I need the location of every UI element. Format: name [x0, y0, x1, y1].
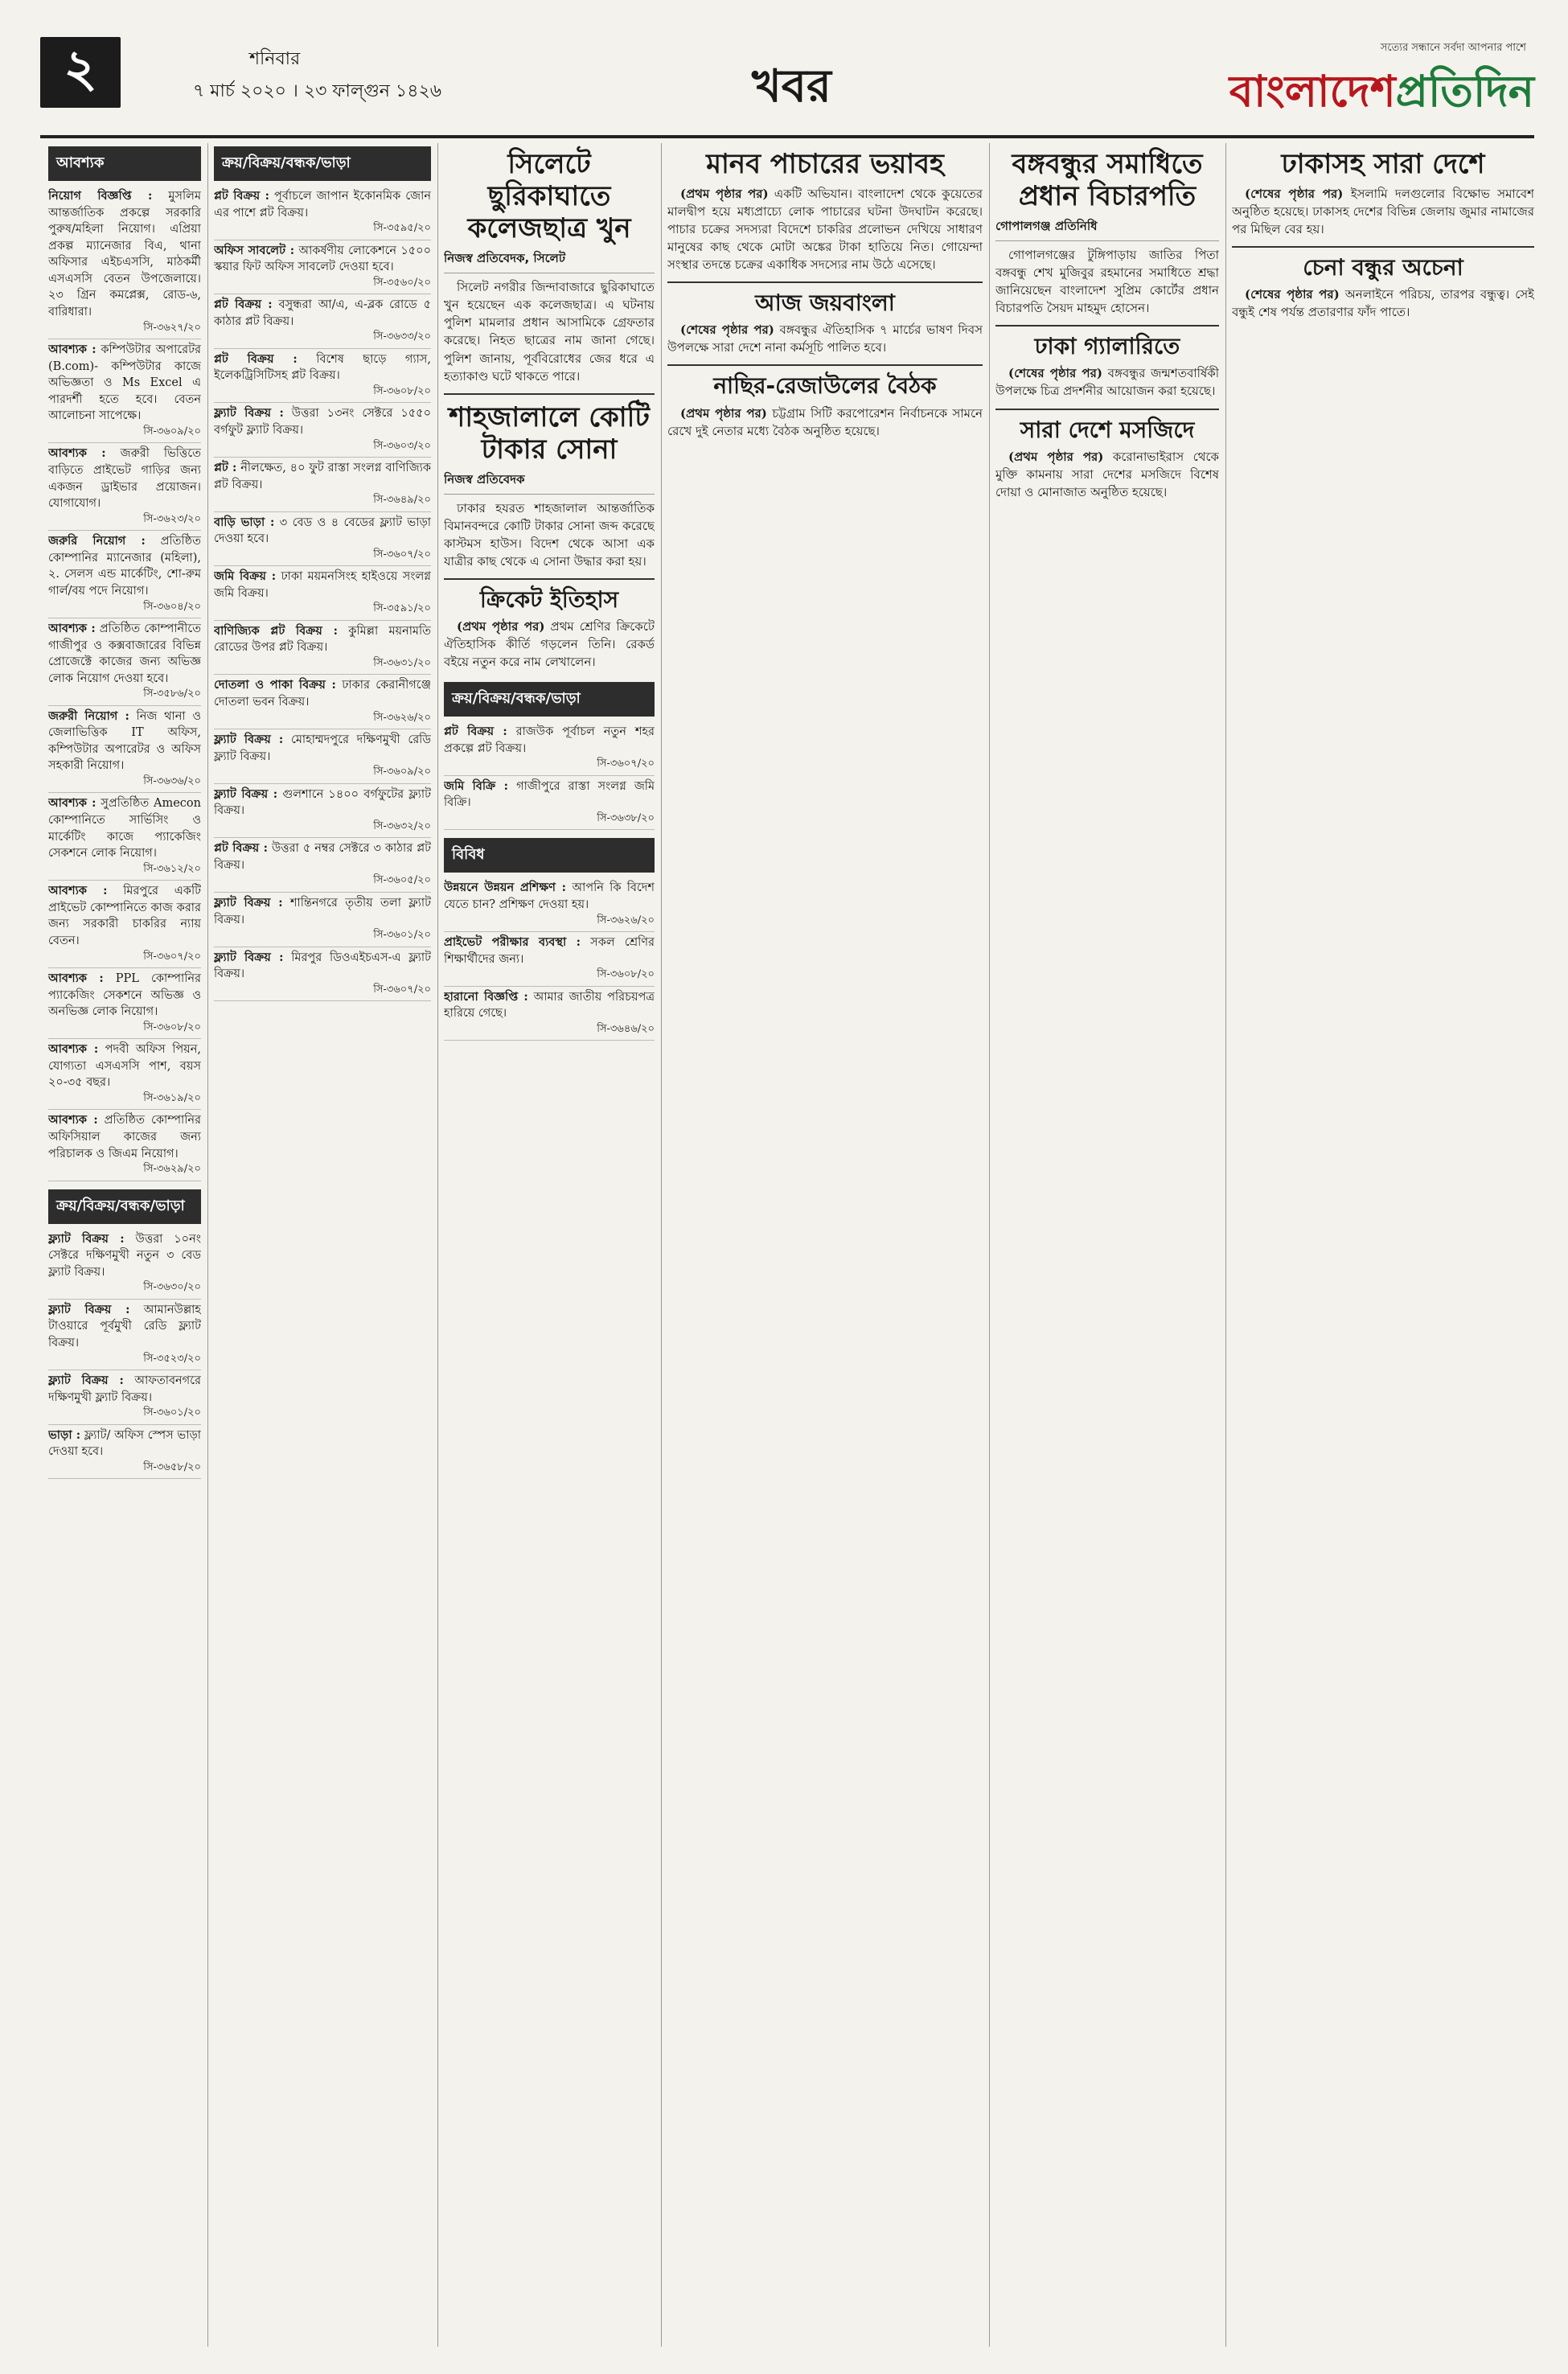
ad-keyword: আবশ্যক : [48, 343, 96, 357]
story-sylhet [444, 148, 655, 385]
ad-text: রাজউক পূর্বাচল নতুন শহর প্রকল্পে প্লট বিক্রয়। [444, 725, 655, 755]
classified-ad [214, 675, 431, 729]
ad-code: সি-৩৬০৭/২০ [143, 950, 201, 963]
ad-keyword: ফ্ল্যাট বিক্রয় : [214, 895, 283, 910]
logo-wordmark [1229, 58, 1534, 130]
continued-tag: (প্রথম পৃষ্ঠার পর) [457, 619, 545, 635]
story-body [444, 499, 655, 570]
ad-code: সি-৩৬৩৮/২০ [597, 811, 655, 824]
issue-date: ৭ মার্চ ২০২০ । ২৩ ফাল্গুন ১৪২৬ [193, 81, 442, 101]
story-divider [667, 281, 983, 283]
ad-code: সি-৩৬৩০/২০ [143, 1281, 201, 1294]
classified-ad [214, 838, 431, 893]
ad-keyword: প্লট বিক্রয় : [214, 351, 298, 366]
ad-text: গুলশানে ১৪০০ বর্গফুটের ফ্ল্যাট বিক্রয়। [214, 787, 431, 818]
ad-code: সি-৩৬৪৯/২০ [373, 494, 431, 507]
ad-text: ফ্ল্যাট/ অফিস স্পেস ভাড়া দেওয়া হবে। [48, 1428, 201, 1459]
ad-text: আফতাবনগরে দক্ষিণমুখী ফ্ল্যাট বিক্রয়। [48, 1374, 201, 1404]
paragraph [995, 364, 1219, 400]
classified-ad [214, 294, 431, 349]
column-divider [207, 143, 208, 2347]
ad-code: সি-৩৫২৩/২০ [143, 1352, 201, 1365]
ad-keyword: ফ্ল্যাট বিক্রয় : [214, 733, 284, 747]
ad-keyword: আবশ্যক : [48, 971, 104, 986]
classified-ad [48, 1039, 201, 1110]
category-header: ক্রয়/বিক্রয়/বন্ধক/ভাড়া [214, 146, 431, 181]
story-cricket [444, 586, 655, 671]
ad-code: সি-৩৬০৭/২০ [597, 758, 655, 770]
classified-ad [48, 968, 201, 1039]
ad-keyword: দোতলা ও পাকা বিক্রয় : [214, 678, 336, 692]
ad-keyword: ফ্ল্যাট বিক্রয় : [48, 1373, 124, 1387]
news-column-6 [995, 143, 1219, 2347]
continued-tag: (শেষের পৃষ্ঠার পর) [1245, 287, 1340, 302]
classified-ad [444, 987, 655, 1041]
continued-tag: (প্রথম পৃষ্ঠার পর) [1008, 449, 1104, 464]
story-bangabandhu [995, 148, 1219, 317]
ad-code: সি-৩৬২৩/২০ [143, 512, 201, 525]
category-header: ক্রয়/বিক্রয়/বন্ধক/ভাড়া [48, 1189, 201, 1224]
story-body [444, 618, 655, 671]
story-divider [995, 325, 1219, 327]
story-body [667, 185, 983, 273]
logo-tagline: সত্যের সন্ধানে সর্বদা আপনার পাশে [1380, 42, 1526, 54]
ad-text: উত্তরা ৫ নম্বর সেক্টরে ৩ কাঠার প্লট বিক্রয়। [214, 842, 431, 872]
classified-ad [214, 729, 431, 784]
story-chena [1232, 254, 1534, 321]
story-gold [444, 401, 655, 570]
classified-ad [214, 186, 431, 240]
headline: বঙ্গবন্ধুর সমাধিতে প্রধান বিচারপতি [1012, 148, 1203, 213]
ad-text: কুমিল্লা ময়নামতি রোডের উপর প্লট বিক্রয়। [214, 624, 431, 655]
ad-text: প্রতিষ্ঠিত কোম্পানীতে গাজীপুর ও কক্সবাজারের বিভিন্ন প্রোজেক্টে কাজের জন্য অভিজ্ঞ লোক নিয়োগ দেওয়া হবে। [48, 622, 201, 685]
ad-code: সি-৩৬১২/২০ [143, 862, 201, 875]
ad-code: সি-৩৬০৯/২০ [143, 425, 201, 437]
ad-code: সি-৩৬২৬/২০ [373, 711, 431, 724]
classified-ad [444, 932, 655, 987]
column-divider [661, 143, 662, 2347]
classifieds-column-2 [214, 143, 431, 2347]
ad-code: সি-৩৬০৮/২০ [143, 1021, 201, 1033]
logo-part-1: বাংলাদেশ [1229, 66, 1396, 117]
ad-keyword: জমি বিক্রি : [444, 778, 508, 793]
ad-keyword: নিয়োগ বিজ্ঞপ্তি : [48, 189, 153, 203]
classified-ad [48, 793, 201, 881]
classified-ad [444, 877, 655, 932]
story-body [995, 364, 1219, 400]
classified-ad [48, 186, 201, 339]
ad-keyword: ফ্ল্যাট বিক্রয় : [48, 1231, 125, 1246]
story-divider [1232, 246, 1534, 248]
story-text: করোনাভাইরাস থেকে মুক্তি কামনায় সারা দেশের মসজিদে বিশেষ দোয়া ও মোনাজাত অনুষ্ঠিত হয়েছে। [995, 449, 1219, 499]
news-column-3 [444, 143, 655, 2347]
ad-text: মোহাম্মদপুরে দক্ষিণমুখী রেডি ফ্ল্যাট বিক্রয়। [214, 733, 431, 763]
ad-text: কম্পিউটার অপারেটর (B.com)- কম্পিউটার কাজে অভিজ্ঞতা ও Ms Excel এ পারদর্শী হতে হবে। বেতন আলোচনা সাপেক্ষে। [48, 343, 201, 423]
story-divider [667, 364, 983, 366]
ad-code: সি-৩৬৩৬/২০ [143, 775, 201, 788]
news-column-7 [1232, 143, 1534, 2347]
story-divider [444, 578, 655, 580]
classified-ad [214, 403, 431, 458]
classified-ad [214, 947, 431, 1002]
byline: নিজস্ব প্রতিবেদক, সিলেট [444, 249, 655, 273]
ad-code: সি-৩৬২৬/২০ [597, 914, 655, 926]
story-body [667, 321, 983, 356]
story-text: ইসলামি দলগুলোর বিক্ষোভ সমাবেশ অনুষ্ঠিত হয়েছে। ঢাকাসহ দেশের বিভিন্ন জেলায় জুমার নামাজের পর মিছিল বের হয়। [1232, 187, 1534, 237]
category-header: বিবিধ [444, 838, 655, 873]
news-column-4 [667, 143, 983, 2347]
headline: সিলেটে ছুরিকাঘাতে কলেজছাত্র খুন [467, 148, 631, 245]
ad-keyword: জমি বিক্রয় : [214, 569, 277, 584]
ad-text: ঢাকা ময়মনসিংহ হাইওয়ে সংলগ্ন জমি বিক্রয়। [214, 570, 431, 600]
ad-keyword: উন্নয়নে উন্নয়ন প্রশিক্ষণ : [444, 881, 566, 895]
ad-keyword: প্লট বিক্রয় : [214, 841, 268, 856]
column-divider [1225, 143, 1226, 2347]
paragraph: ঢাকার হযরত শাহজালাল আন্তর্জাতিক বিমানবন্দরে কোটি টাকার সোনা জব্দ করেছে কাস্টমস হাউস। বিদেশ থেকে আসা এক যাত্রীর কাছ থেকে এ সোনা উদ্ধার করা হয়। [444, 500, 655, 569]
ad-keyword: ফ্ল্যাট বিক্রয় : [214, 950, 284, 964]
ad-keyword: প্রাইভেট পরীক্ষার ব্যবস্থা : [444, 935, 581, 950]
ad-keyword: ফ্ল্যাট বিক্রয় : [214, 787, 278, 801]
newspaper-logo [1197, 37, 1534, 117]
ad-text: আমানউল্লাহ টাওয়ারে পূর্বমুখী রেডি ফ্ল্যাট বিক্রয়। [48, 1303, 201, 1349]
story-nachir [667, 372, 983, 439]
ad-code: সি-৩৬৫৮/২০ [143, 1460, 201, 1473]
classified-ad [48, 1110, 201, 1181]
classified-ad [214, 893, 431, 947]
ad-code: সি-৩৬৪৬/২০ [597, 1022, 655, 1035]
ad-text: আকর্ষণীয় লোকেশনে ১৫০০ স্কয়ার ফিট অফিস সাবলেট দেওয়া হবে। [214, 244, 431, 274]
ad-keyword: প্লট : [214, 461, 237, 475]
column-divider [437, 143, 438, 2347]
paragraph [667, 405, 983, 440]
headline: নাছির-রেজাউলের বৈঠক [713, 372, 937, 400]
category-header: আবশ্যক [48, 146, 201, 181]
paragraph: গোপালগঞ্জের টুঙ্গিপাড়ায় জাতির পিতা বঙ্গবন্ধু শেখ মুজিবুর রহমানের সমাধিতে শ্রদ্ধা জানিয়েছেন বাংলাদেশ সুপ্রিম কোর্টের প্রধান বিচারপতি সৈয়দ মাহমুদ হোসেন। [995, 248, 1219, 316]
ad-text: বিশেষ ছাড়ে গ্যাস, ইলেকট্রিসিটিসহ প্লট বিক্রয়। [214, 352, 431, 383]
paragraph [995, 448, 1219, 501]
ad-code: সি-৩৬০৪/২০ [143, 600, 201, 613]
ad-code: সি-৩৫৯১/২০ [373, 602, 431, 615]
ad-text: সকল শ্রেণির শিক্ষার্থীদের জন্য। [444, 936, 655, 966]
headline: ক্রিকেট ইতিহাস [479, 586, 619, 614]
ad-code: সি-৩৬০৭/২০ [373, 983, 431, 996]
ad-text: প্রতিষ্ঠিত কোম্পানির ম্যানেজার (মহিলা), ২. সেলস এন্ড মার্কেটিং, শো-রুম গার্ল/বয় পদে নিয়োগ। [48, 535, 201, 598]
masthead-rule [40, 135, 1534, 138]
paragraph [667, 321, 983, 356]
continued-tag: (শেষের পৃষ্ঠার পর) [1245, 187, 1344, 202]
byline: গোপালগঞ্জ প্রতিনিধি [995, 217, 1219, 241]
headline: সারা দেশে মসজিদে [1020, 416, 1195, 443]
story-text: বঙ্গবন্ধুর ঐতিহাসিক ৭ মার্চের ভাষণ দিবস উপলক্ষে সারা দেশে নানা কর্মসূচি পালিত হবে। [667, 322, 983, 355]
ad-text: নীলক্ষেত, ৪০ ফুট রাস্তা সংলগ্ন বাণিজ্যিক প্লট বিক্রয়। [214, 462, 431, 491]
ad-code: সি-৩৫৬০/২০ [373, 276, 431, 289]
ad-code: সি-৩৬০৩/২০ [373, 439, 431, 452]
headline: মানব পাচারের ভয়াবহ [706, 148, 944, 180]
ad-keyword: আবশ্যক : [48, 796, 96, 811]
headline: আজ জয়বাংলা [755, 290, 895, 317]
classified-ad [214, 566, 431, 621]
ad-keyword: ফ্ল্যাট বিক্রয় : [214, 406, 284, 421]
story-text: বঙ্গবন্ধুর জন্মশতবার্ষিকী উপলক্ষে চিত্র প্রদর্শনীর আয়োজন করা হয়েছে। [995, 366, 1219, 399]
ad-keyword: আবশ্যক : [48, 621, 96, 635]
ad-keyword: প্লট বিক্রয় : [214, 189, 269, 203]
paragraph [444, 618, 655, 671]
classified-ad [214, 458, 431, 512]
ad-keyword: আবশ্যক : [48, 1113, 98, 1127]
ad-text: উত্তরা ১০নং সেক্টরে দক্ষিণমুখী নতুন ৩ বেড ফ্ল্যাট বিক্রয়। [48, 1232, 201, 1279]
story-body [1232, 285, 1534, 321]
masthead [40, 37, 1534, 133]
ad-code: সি-৩৫৯৫/২০ [373, 222, 431, 235]
paragraph [1232, 285, 1534, 321]
ad-keyword: প্লট বিক্রয় : [214, 298, 273, 312]
classified-ad [48, 618, 201, 706]
classified-ad [214, 240, 431, 295]
ad-text: ৩ বেড ও ৪ বেডের ফ্ল্যাট ভাড়া দেওয়া হবে। [214, 515, 431, 546]
story-text: একটি অভিযান। বাংলাদেশ থেকে কুয়েতের মালদ্বীপ হয়ে মধ্যপ্রাচ্যে লোক পাচারের ঘটনা উদঘাটন করেছে। পাচার চক্রের সদস্যরা বিদেশে চাকরির প্রলোভন দেখিয়ে সাধারণ মানুষের কাছ থেকে মোটা অঙ্কের টাকা হাতিয়ে নিত। গোয়েন্দা সংস্থার তদন্তে চক্রের একাধিক সদস্যের নাম উঠে এসেছে। [667, 187, 983, 273]
ad-text: উত্তরা ১৩নং সেক্টরে ১৫৫০ বর্গফুট ফ্ল্যাট বিক্রয়। [214, 407, 431, 437]
classified-ad [444, 721, 655, 776]
ad-code: সি-৩৬৩১/২০ [373, 657, 431, 670]
page-number: ২ [40, 37, 121, 108]
headline: শাহজালালে কোটি টাকার সোনা [449, 400, 650, 466]
ad-text: PPL কোম্পানির প্যাকেজিং সেকশনে অভিজ্ঞ ও অনভিজ্ঞ লোক নিয়োগ। [48, 972, 201, 1019]
ad-keyword: আবশ্যক : [48, 884, 108, 898]
continued-tag: (প্রথম পৃষ্ঠার পর) [680, 405, 767, 421]
ad-text: মুসলিম আন্তর্জাতিক প্রকল্পে সরকারি পুরুষ/মহিলা নিয়োগ। এপ্রিয়া প্রকল্প ম্যানেজার বিএ, থানা অফিসার এইচএসসি, মাঠকর্মী এসএসসি বেতন উপজেলায়ে। ২৩ গ্রিন কমপ্লেক্স, রোড-৬, বারিধারা। [48, 190, 201, 319]
ad-text: আপনি কি বিদেশ যেতে চান? প্রশিক্ষণ দেওয়া হয়। [444, 881, 655, 911]
ad-text: নিজ থানা ও জেলাভিত্তিক IT অফিস, কম্পিউটার অপারেটর ও অফিস সহকারী নিয়োগ। [48, 709, 201, 773]
ad-text: ঢাকার কেরানীগঞ্জে দোতলা ভবন বিক্রয়। [214, 679, 431, 709]
ad-keyword: জরুরী নিয়োগ : [48, 709, 129, 723]
ad-text: সুপ্রতিষ্ঠিত Amecon কোম্পানিতে সার্ভিসিং ও মার্কেটিং কাজে প্যাকেজিং সেকশনে লোক নিয়োগ। [48, 797, 201, 860]
ad-code: সি-৩৬২৭/২০ [143, 321, 201, 334]
ad-text: প্রতিষ্ঠিত কোম্পানির অফিসিয়াল কাজের জন্য পরিচালক ও জিএম নিয়োগ। [48, 1114, 201, 1160]
ad-text: জরুরী ভিত্তিতে বাড়িতে প্রাইভেট গাড়ির জন্য একজন ড্রাইভার প্রয়োজন। যোগাযোগ। [48, 447, 201, 511]
headline: ঢাকা গ্যালারিতে [1034, 333, 1180, 360]
story-body [1232, 185, 1534, 238]
ad-text: শান্তিনগরে তৃতীয় তলা ফ্ল্যাট বিক্রয়। [214, 896, 431, 926]
paragraph: সিলেট নগরীর জিন্দাবাজারে ছুরিকাঘাতে খুন হয়েছেন এক কলেজছাত্র। এ ঘটনায় পুলিশ মামলার প্রধান আসামিকে গ্রেফতার করেছে। নিহত ছাত্রের নাম জানা গেছে। পুলিশ জানায়, পূর্ববিরোধের জের ধরে এ হত্যাকাণ্ড ঘটে থাকতে পারে। [444, 280, 655, 384]
ad-text: মিরপুর ডিওএইচএস-এ ফ্ল্যাট বিক্রয়। [214, 951, 431, 981]
story-body [667, 405, 983, 440]
story-mosque [995, 417, 1219, 501]
paragraph [1232, 185, 1534, 238]
classified-ad [48, 1370, 201, 1425]
column-divider [989, 143, 990, 2347]
ad-keyword: বাড়ি ভাড়া : [214, 515, 275, 529]
ad-keyword: বাণিজ্যিক প্লট বিক্রয় : [214, 623, 338, 638]
ad-code: সি-৩৬৩৩/২০ [373, 331, 431, 343]
ad-code: সি-৩৬০৮/২০ [373, 384, 431, 397]
issue-day: শনিবার [249, 49, 301, 69]
ad-code: সি-৩৬০৭/২০ [373, 548, 431, 561]
ad-code: সি-৩৬০১/২০ [143, 1407, 201, 1419]
ad-text: মিরপুরে একটি প্রাইভেট কোম্পানিতে কাজ করার জন্য সরকারী চাকরির ন্যায় বেতন। [48, 885, 201, 947]
ad-code: সি-৩৬৩২/২০ [373, 819, 431, 832]
ad-code: সি-৩৬০৫/২০ [373, 874, 431, 887]
story-body [995, 448, 1219, 501]
ad-code: সি-৩৬০১/২০ [373, 929, 431, 942]
classified-ad [214, 621, 431, 676]
story-body [444, 278, 655, 384]
ad-keyword: ফ্ল্যাট বিক্রয় : [48, 1302, 130, 1316]
story-jayabangla [667, 290, 983, 356]
ad-keyword: জরুরি নিয়োগ : [48, 534, 146, 548]
continued-tag: (শেষের পৃষ্ঠার পর) [1008, 366, 1102, 381]
byline: নিজস্ব প্রতিবেদক [444, 470, 655, 495]
logo-part-2: প্রতিদিন [1395, 66, 1534, 117]
ad-text: বসুন্ধরা আ/এ, এ-ব্লক রোডে ৫ কাঠার প্লট বিক্রয়। [214, 298, 431, 328]
classified-ad [48, 443, 201, 531]
ad-code: সি-৩৫৮৬/২০ [143, 688, 201, 700]
ad-code: সি-৩৬১৯/২০ [143, 1091, 201, 1104]
classified-ad [48, 881, 201, 968]
story-text: চট্টগ্রাম সিটি করপোরেশন নির্বাচনকে সামনে রেখে দুই নেতার মধ্যে বৈঠক অনুষ্ঠিত হয়েছে। [667, 405, 983, 438]
ad-code: সি-৩৬০৯/২০ [373, 766, 431, 778]
classified-ad [48, 706, 201, 794]
ad-text: গাজীপুরে রাস্তা সংলগ্ন জমি বিক্রি। [444, 779, 655, 810]
ad-keyword: আবশ্যক : [48, 1042, 99, 1057]
ad-keyword: আবশ্যক : [48, 446, 106, 461]
story-divider [444, 393, 655, 395]
classified-ad [48, 339, 201, 443]
ad-keyword: অফিস সাবলেট : [214, 243, 295, 257]
story-text: অনলাইনে পরিচয়, তারপর বন্ধুত্ব। সেই বন্ধুই শেষ পর্যন্ত প্রতারণার ফাঁদ পাতে। [1232, 287, 1534, 320]
ad-code: সি-৩৬২৯/২০ [143, 1163, 201, 1176]
classified-ad [48, 531, 201, 618]
category-header: ক্রয়/বিক্রয়/বন্ধক/ভাড়া [444, 682, 655, 717]
classified-ad [48, 1425, 201, 1480]
continued-tag: (শেষের পৃষ্ঠার পর) [680, 322, 774, 338]
classified-ad [444, 776, 655, 831]
ad-keyword: হারানো বিজ্ঞপ্তি : [444, 989, 528, 1004]
classified-ad [48, 1229, 201, 1300]
ad-code: সি-৩৬০৮/২০ [597, 968, 655, 981]
headline: চেনা বন্ধুর অচেনা [1303, 254, 1463, 281]
ad-keyword: প্লট বিক্রয় : [444, 725, 507, 739]
story-divider [995, 409, 1219, 410]
story-body [995, 246, 1219, 317]
classifieds-column-1 [48, 143, 201, 2347]
story-gallery [995, 333, 1219, 400]
ad-keyword: ভাড়া : [48, 1427, 81, 1442]
story-trafficking [667, 148, 983, 273]
ad-text: পদবী অফিস পিয়ন, যোগ্যতা এসএসসি পাশ, বয়স ২০-৩৫ বছর। [48, 1043, 201, 1090]
ad-text: পূর্বাচলে জাপান ইকোনমিক জোন এর পাশে প্লট বিক্রয়। [214, 190, 431, 220]
ad-text: আমার জাতীয় পরিচয়পত্র হারিয়ে গেছে। [444, 990, 655, 1021]
classified-ad [214, 349, 431, 404]
classified-ad [214, 784, 431, 839]
classified-ad [48, 1300, 201, 1370]
classified-ad [214, 512, 431, 567]
continued-tag: (প্রথম পৃষ্ঠার পর) [680, 187, 769, 202]
paragraph [667, 185, 983, 273]
section-title: খবর [752, 60, 831, 113]
story-dhaka [1232, 148, 1534, 238]
story-text: প্রথম শ্রেণির ক্রিকেটে ঐতিহাসিক কীর্তি গড়লেন তিনি। রেকর্ড বইয়ে নতুন করে নাম লেখালেন। [444, 619, 655, 670]
headline: ঢাকাসহ সারা দেশে [1281, 148, 1485, 180]
